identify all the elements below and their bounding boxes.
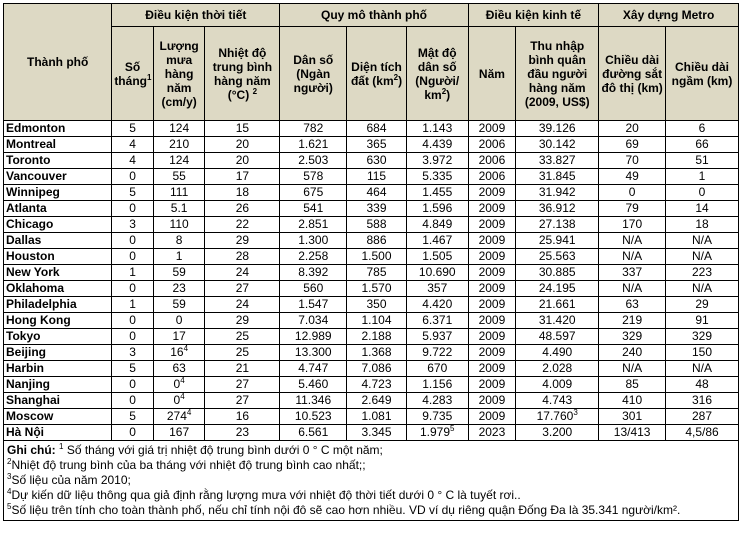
cell-city: Philadelphia (4, 297, 112, 313)
cell-area: 339 (347, 201, 407, 217)
cell-density: 357 (406, 281, 468, 297)
cell-population: 2.503 (280, 153, 347, 169)
cell-rail-length: N/A (599, 361, 666, 377)
cell-population: 1.547 (280, 297, 347, 313)
notes-section (3, 441, 739, 521)
cell-density: 9.735 (406, 409, 468, 425)
cell-area: 350 (347, 297, 407, 313)
cell-temp: 17 (205, 169, 280, 185)
cell-density: 4.283 (406, 393, 468, 409)
cell-city: Hà Nội (4, 425, 112, 441)
cell-income: 27.138 (516, 217, 599, 233)
cell-rain: 17 (153, 329, 205, 345)
cell-year: 2006 (468, 137, 516, 153)
cell-income: 2.028 (516, 361, 599, 377)
cell-temp: 24 (205, 297, 280, 313)
cell-density: 4.439 (406, 137, 468, 153)
cell-density: 1.467 (406, 233, 468, 249)
cell-underground-length: 91 (666, 313, 739, 329)
cell-rain: $0^4$ (153, 377, 205, 393)
cell-income: 25.563 (516, 249, 599, 265)
cell-underground-length: 316 (666, 393, 739, 409)
group-header-row (4, 4, 739, 27)
cell-rain: 8 (153, 233, 205, 249)
cell-temp: 29 (205, 313, 280, 329)
cell-income: 31.845 (516, 169, 599, 185)
cell-rail-length: 170 (599, 217, 666, 233)
cell-income: 17.760$^3$ (516, 409, 599, 425)
cell-months: 0 (112, 329, 154, 345)
cell-temp: 20 (205, 137, 280, 153)
cell-months: 0 (112, 425, 154, 441)
cell-temp: 21 (205, 361, 280, 377)
cell-area: 630 (347, 153, 407, 169)
cell-temp: 27 (205, 377, 280, 393)
cell-rail-length: 85 (599, 377, 666, 393)
table-row (4, 233, 739, 249)
cell-city: Oklahoma (4, 281, 112, 297)
cell-temp: 28 (205, 249, 280, 265)
cell-city: Chicago (4, 217, 112, 233)
cell-underground-length: 18 (666, 217, 739, 233)
cell-temp: 25 (205, 329, 280, 345)
cell-months: 0 (112, 169, 154, 185)
cell-population: 782 (280, 121, 347, 137)
cell-year: 2009 (468, 217, 516, 233)
cell-underground-length: 4,5/86 (666, 425, 739, 441)
cell-city: New York (4, 265, 112, 281)
cell-months: 1 (112, 297, 154, 313)
cell-months: 0 (112, 249, 154, 265)
cell-rain: 0 (153, 313, 205, 329)
cell-population: 4.747 (280, 361, 347, 377)
cell-city: Winnipeg (4, 185, 112, 201)
col-pop-header: Dân số (Ngàn người) (280, 27, 347, 121)
cell-population: 675 (280, 185, 347, 201)
cell-underground-length: 29 (666, 297, 739, 313)
cell-rail-length: 301 (599, 409, 666, 425)
cell-area: 684 (347, 121, 407, 137)
col-underground-header: Chiều dài ngầm (km) (666, 27, 739, 121)
note-5: $^5$Số liệu trên tính cho toàn thành phố, nếu chỉ tính nội đô sẽ cao hơn nhiều. VD ví dụ riêng quận Đống Đa là 35.341 người/km². (7, 502, 681, 517)
cell-year: 2009 (468, 121, 516, 137)
metro-comparison-table (3, 3, 739, 441)
cell-area: 1.500 (347, 249, 407, 265)
cell-population: 1.300 (280, 233, 347, 249)
cell-area: 2.188 (347, 329, 407, 345)
table-row (4, 345, 739, 361)
cell-density: 9.722 (406, 345, 468, 361)
cell-year: 2009 (468, 409, 516, 425)
cell-density: 10.690 (406, 265, 468, 281)
cell-city: Hong Kong (4, 313, 112, 329)
cell-population: 2.851 (280, 217, 347, 233)
cell-city: Montreal (4, 137, 112, 153)
table-row (4, 185, 739, 201)
cell-density: 4.849 (406, 217, 468, 233)
cell-rain: 124 (153, 121, 205, 137)
cell-year: 2009 (468, 393, 516, 409)
cell-year: 2009 (468, 329, 516, 345)
col-year-header: Năm (468, 27, 516, 121)
cell-rain: $16^4$ (153, 345, 205, 361)
cell-months: 5 (112, 121, 154, 137)
cell-rain: $0^4$ (153, 393, 205, 409)
cell-income: 31.420 (516, 313, 599, 329)
cell-area: 1.104 (347, 313, 407, 329)
cell-income: 31.942 (516, 185, 599, 201)
table-row (4, 361, 739, 377)
cell-city: Houston (4, 249, 112, 265)
cell-population: 11.346 (280, 393, 347, 409)
cell-city: Toronto (4, 153, 112, 169)
cell-months: 0 (112, 377, 154, 393)
cell-year: 2009 (468, 185, 516, 201)
table-row (4, 297, 739, 313)
cell-rain: 59 (153, 265, 205, 281)
table-row (4, 393, 739, 409)
col-income-header: Thu nhập bình quân đầu người hàng năm (2009, US$) (516, 27, 599, 121)
cell-year: 2009 (468, 361, 516, 377)
cell-population: 12.989 (280, 329, 347, 345)
cell-rail-length: 410 (599, 393, 666, 409)
cell-underground-length: 0 (666, 185, 739, 201)
table-row (4, 313, 739, 329)
table-row (4, 121, 739, 137)
cell-income: 30.885 (516, 265, 599, 281)
cell-underground-length: 66 (666, 137, 739, 153)
cell-temp: 20 (205, 153, 280, 169)
cell-rain: $274^4$ (153, 409, 205, 425)
cell-area: 464 (347, 185, 407, 201)
cell-underground-length: 287 (666, 409, 739, 425)
table-row (4, 249, 739, 265)
cell-year: 2023 (468, 425, 516, 441)
cell-rail-length: 70 (599, 153, 666, 169)
cell-city: Vancouver (4, 169, 112, 185)
col-area-header: Diện tích đất $(km^2)$ (347, 27, 407, 121)
cell-months: 5 (112, 361, 154, 377)
cell-months: 0 (112, 201, 154, 217)
cell-population: 541 (280, 201, 347, 217)
cell-temp: 23 (205, 425, 280, 441)
cell-income: 33.827 (516, 153, 599, 169)
cell-months: 0 (112, 393, 154, 409)
cell-year: 2009 (468, 265, 516, 281)
cell-year: 2009 (468, 345, 516, 361)
group-economy-header: Điều kiện kinh tế (468, 4, 599, 27)
cell-rain: 110 (153, 217, 205, 233)
note-4: $^4$Dự kiến dữ liệu thông qua giả định rằng lượng mưa với nhiệt độ thời tiết dưới 0 ° C là tuyết rơi.. (7, 487, 521, 502)
cell-area: 4.723 (347, 377, 407, 393)
cell-city: Harbin (4, 361, 112, 377)
cell-months: 5 (112, 409, 154, 425)
cell-density: 1.596 (406, 201, 468, 217)
cell-rain: 210 (153, 137, 205, 153)
cell-income: 21.661 (516, 297, 599, 313)
cell-area: 7.086 (347, 361, 407, 377)
cell-area: 1.570 (347, 281, 407, 297)
table-body (4, 121, 739, 441)
cell-temp: 25 (205, 345, 280, 361)
cell-population: 2.258 (280, 249, 347, 265)
cell-rail-length: 63 (599, 297, 666, 313)
cell-rain: 59 (153, 297, 205, 313)
cell-underground-length: 223 (666, 265, 739, 281)
cell-months: 4 (112, 153, 154, 169)
cell-year: 2009 (468, 377, 516, 393)
group-weather-header: Điều kiện thời tiết (112, 4, 280, 27)
cell-year: 2009 (468, 313, 516, 329)
cell-rail-length: 20 (599, 121, 666, 137)
cell-density: 670 (406, 361, 468, 377)
cell-rain: 1 (153, 249, 205, 265)
group-scale-header: Quy mô thành phố (280, 4, 468, 27)
table-row (4, 153, 739, 169)
cell-density: 3.972 (406, 153, 468, 169)
cell-density: 4.420 (406, 297, 468, 313)
cell-rain: 55 (153, 169, 205, 185)
cell-area: 1.368 (347, 345, 407, 361)
cell-temp: 16 (205, 409, 280, 425)
cell-months: 5 (112, 185, 154, 201)
cell-density: 1.979$^5$ (406, 425, 468, 441)
col-months-header: Số tháng$^1$ (112, 27, 154, 121)
cell-temp: 18 (205, 185, 280, 201)
cell-rain: 5.1 (153, 201, 205, 217)
cell-underground-length: 48 (666, 377, 739, 393)
cell-underground-length: N/A (666, 249, 739, 265)
cell-underground-length: 150 (666, 345, 739, 361)
cell-rail-length: N/A (599, 233, 666, 249)
cell-temp: 24 (205, 265, 280, 281)
cell-income: 36.912 (516, 201, 599, 217)
cell-rail-length: 337 (599, 265, 666, 281)
cell-underground-length: 51 (666, 153, 739, 169)
cell-months: 0 (112, 313, 154, 329)
cell-underground-length: 329 (666, 329, 739, 345)
cell-months: 0 (112, 281, 154, 297)
cell-density: 6.371 (406, 313, 468, 329)
cell-area: 365 (347, 137, 407, 153)
cell-income: 3.200 (516, 425, 599, 441)
table-row (4, 265, 739, 281)
cell-rail-length: N/A (599, 249, 666, 265)
cell-population: 13.300 (280, 345, 347, 361)
cell-income: 4.490 (516, 345, 599, 361)
table-row (4, 217, 739, 233)
note-2: $^2$Nhiệt độ trung bình của ba tháng với nhiệt độ trung bình cao nhất;; (7, 457, 366, 472)
note-1: Ghi chú: $^1$ Số tháng với giá trị nhiệt độ trung bình dưới 0 ° C một năm; (7, 442, 383, 457)
cell-population: 578 (280, 169, 347, 185)
cell-year: 2009 (468, 201, 516, 217)
cell-density: 1.156 (406, 377, 468, 393)
cell-area: 1.081 (347, 409, 407, 425)
cell-area: 2.649 (347, 393, 407, 409)
cell-area: 886 (347, 233, 407, 249)
cell-population: 560 (280, 281, 347, 297)
cell-months: 1 (112, 265, 154, 281)
metro-comparison-document (3, 3, 739, 521)
cell-population: 6.561 (280, 425, 347, 441)
cell-rail-length: 329 (599, 329, 666, 345)
cell-density: 1.143 (406, 121, 468, 137)
cell-rail-length: 0 (599, 185, 666, 201)
table-row (4, 377, 739, 393)
cell-rail-length: 79 (599, 201, 666, 217)
cell-density: 1.505 (406, 249, 468, 265)
cell-months: 0 (112, 233, 154, 249)
cell-density: 1.455 (406, 185, 468, 201)
cell-city: Atlanta (4, 201, 112, 217)
table-row (4, 201, 739, 217)
cell-rain: 63 (153, 361, 205, 377)
cell-area: 785 (347, 265, 407, 281)
cell-rail-length: N/A (599, 281, 666, 297)
cell-underground-length: N/A (666, 281, 739, 297)
cell-temp: 15 (205, 121, 280, 137)
cell-population: 1.621 (280, 137, 347, 153)
col-temp-header: Nhiệt độ trung bình hàng năm (°C) $^2$ (205, 27, 280, 121)
cell-rail-length: 240 (599, 345, 666, 361)
cell-underground-length: 1 (666, 169, 739, 185)
cell-population: 5.460 (280, 377, 347, 393)
cell-rain: 111 (153, 185, 205, 201)
cell-underground-length: N/A (666, 361, 739, 377)
cell-city: Beijing (4, 345, 112, 361)
cell-temp: 26 (205, 201, 280, 217)
cell-temp: 27 (205, 393, 280, 409)
cell-income: 24.195 (516, 281, 599, 297)
group-metro-header: Xây dựng Metro (599, 4, 739, 27)
cell-income: 39.126 (516, 121, 599, 137)
cell-rain: 23 (153, 281, 205, 297)
cell-city: Edmonton (4, 121, 112, 137)
col-rain-header: Lượng mưa hàng năm (cm/y) (153, 27, 205, 121)
cell-year: 2006 (468, 153, 516, 169)
cell-area: 588 (347, 217, 407, 233)
cell-area: 3.345 (347, 425, 407, 441)
cell-population: 7.034 (280, 313, 347, 329)
cell-rail-length: 69 (599, 137, 666, 153)
cell-population: 8.392 (280, 265, 347, 281)
cell-rain: 124 (153, 153, 205, 169)
cell-year: 2009 (468, 297, 516, 313)
col-city-header: Thành phố (4, 4, 112, 121)
cell-temp: 27 (205, 281, 280, 297)
cell-year: 2006 (468, 169, 516, 185)
cell-population: 10.523 (280, 409, 347, 425)
cell-underground-length: 14 (666, 201, 739, 217)
cell-rail-length: 13/413 (599, 425, 666, 441)
cell-temp: 29 (205, 233, 280, 249)
cell-city: Moscow (4, 409, 112, 425)
cell-income: 4.743 (516, 393, 599, 409)
cell-underground-length: N/A (666, 233, 739, 249)
cell-rail-length: 219 (599, 313, 666, 329)
table-row (4, 169, 739, 185)
table-row (4, 329, 739, 345)
cell-months: 4 (112, 137, 154, 153)
cell-year: 2009 (468, 281, 516, 297)
cell-underground-length: 6 (666, 121, 739, 137)
note-3: $^3$Số liệu của năm 2010; (7, 472, 131, 487)
col-rail-header: Chiều dài đường sắt đô thị (km) (599, 27, 666, 121)
table-row (4, 409, 739, 425)
cell-income: 4.009 (516, 377, 599, 393)
cell-rain: 167 (153, 425, 205, 441)
cell-income: 25.941 (516, 233, 599, 249)
cell-city: Tokyo (4, 329, 112, 345)
cell-temp: 22 (205, 217, 280, 233)
cell-year: 2009 (468, 249, 516, 265)
cell-year: 2009 (468, 233, 516, 249)
cell-rail-length: 49 (599, 169, 666, 185)
cell-city: Dallas (4, 233, 112, 249)
cell-city: Nanjing (4, 377, 112, 393)
cell-density: 5.335 (406, 169, 468, 185)
table-row (4, 281, 739, 297)
table-row (4, 137, 739, 153)
table-row (4, 425, 739, 441)
column-header-row (4, 27, 739, 121)
cell-area: 115 (347, 169, 407, 185)
cell-income: 48.597 (516, 329, 599, 345)
cell-months: 3 (112, 217, 154, 233)
cell-income: 30.142 (516, 137, 599, 153)
cell-months: 3 (112, 345, 154, 361)
cell-city: Shanghai (4, 393, 112, 409)
cell-density: 5.937 (406, 329, 468, 345)
col-density-header: Mật độ dân số (Người/ $km^2$) (406, 27, 468, 121)
